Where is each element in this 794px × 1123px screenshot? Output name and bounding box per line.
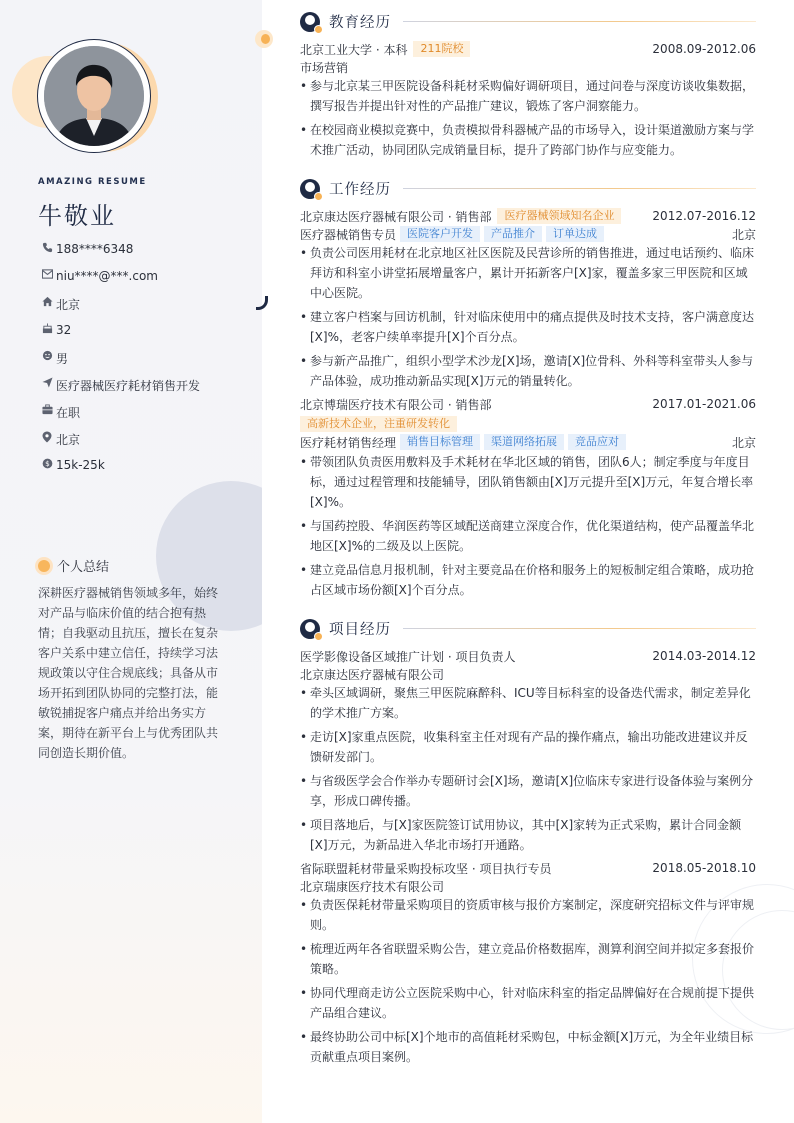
education-date: 2008.09-2012.06	[652, 42, 756, 56]
section-divider	[403, 188, 756, 189]
avatar	[44, 46, 144, 146]
job-bullets	[300, 243, 756, 395]
section-divider	[403, 628, 756, 629]
person-name: 牛敬业	[38, 202, 116, 230]
salary-text: 15k-25k	[56, 458, 105, 472]
section-icon	[300, 179, 320, 199]
project-bullets	[300, 683, 756, 859]
briefcase-icon	[38, 404, 56, 415]
skill-tag: 竞品应对	[568, 434, 626, 450]
info-job-target	[38, 375, 248, 402]
project-name: 医学影像设备区域推广计划 · 项目负责人	[300, 649, 516, 664]
school-line: 北京工业大学 · 本科	[300, 42, 408, 57]
job-city: 北京	[731, 227, 756, 242]
education-bullets	[300, 76, 756, 164]
company-tag-row	[300, 415, 756, 433]
company-line: 北京博瑞医疗技术有限公司 · 销售部	[300, 397, 492, 412]
job-date: 2012.07-2016.12	[652, 209, 756, 223]
job-target-text: 医疗器械医疗耗材销售开发	[56, 379, 201, 393]
major-row	[300, 58, 756, 76]
mail-icon	[38, 269, 56, 279]
summary-text: 深耕医疗器械销售领域多年，始终对产品与临床价值的结合抱有热情；自我驱动且抗压，擅长在复杂客户关系中建立信任，持续学习法规政策以守住合规底线；具备从市场开拓到团队协同的完整打法，能敏锐捕捉客户痛点并给出务实方案，期待在新平台上与优秀团队共同创造长期价值。	[38, 586, 219, 760]
decorative-arc	[256, 296, 268, 310]
project-date: 2014.03-2014.12	[652, 649, 756, 663]
contact-info-list	[38, 240, 248, 483]
gender-icon	[38, 350, 56, 361]
projects-section-header	[300, 618, 756, 639]
age-text: 32	[56, 323, 72, 337]
project-bullets	[300, 895, 756, 1071]
list-item: • 带领团队负责医用敷料及手术耗材在华北区域的销售，团队6人；制定季度与年度目标，通过过程管理和技能辅导，团队销售额由[X]万元提升至[X]万元，年复合增长率[X]%。	[300, 452, 756, 512]
list-item: • 牵头区域调研，聚焦三甲医院麻醉科、ICU等目标科室的设备迭代需求，制定差异化的学术推广方案。	[300, 683, 756, 723]
status-text: 在职	[56, 406, 81, 420]
section-divider	[403, 21, 756, 22]
skill-tag: 医院客户开发	[400, 226, 480, 242]
job-company-row	[300, 207, 756, 225]
major: 市场营销	[300, 60, 349, 75]
info-email	[38, 267, 248, 294]
list-item: • 参与新产品推广，组织小型学术沙龙[X]场，邀请[X]位骨科、外科等科室带头人参与产品体验，成功推动新品实现[X]万元的销量转化。	[300, 351, 756, 391]
list-item: • 最终协助公司中标[X]个地市的高值耗材采购包，中标金额[X]万元，为全年业绩目标贡献重点项目案例。	[300, 1027, 756, 1067]
section-title: 工作经历	[329, 182, 391, 198]
phone-icon	[38, 242, 56, 253]
list-item: • 建立客户档案与回访机制，针对临床使用中的痛点提供及时技术支持，客户满意度达[X]%，老客户续单率提升[X]个百分点。	[300, 307, 756, 347]
list-item: • 建立竞品信息月报机制，针对主要竞品在价格和服务上的短板制定组合策略，成功抢占区域市场份额[X]个百分点。	[300, 560, 756, 600]
info-residence	[38, 294, 248, 321]
gender-text: 男	[56, 352, 69, 366]
project-company-row	[300, 665, 756, 683]
location-pin-icon	[38, 431, 56, 443]
decorative-dot	[255, 30, 273, 48]
project-company-row	[300, 877, 756, 895]
home-icon	[38, 296, 56, 307]
info-phone	[38, 240, 248, 267]
project-row	[300, 859, 756, 877]
section-title: 项目经历	[329, 622, 391, 638]
header-label: AMAZING RESUME	[38, 177, 147, 187]
position: 医疗器械销售专员	[300, 227, 397, 242]
job-position-row	[300, 433, 756, 451]
section-icon	[300, 619, 320, 639]
project-name: 省际联盟耗材带量采购投标攻坚 · 项目执行专员	[300, 861, 552, 876]
company-tag: 医疗器械领域知名企业	[497, 208, 621, 224]
cake-icon	[38, 323, 56, 334]
job-date: 2017.01-2021.06	[652, 397, 756, 411]
email-text: niu****@***.com	[56, 269, 158, 283]
skill-tag: 渠道网络拓展	[484, 434, 564, 450]
list-item: • 项目落地后，与[X]家医院签订试用协议，其中[X]家转为正式采购，累计合同金额[X]万元，为新品进入华北市场打开通路。	[300, 815, 756, 855]
work-section-header	[300, 178, 756, 199]
send-icon	[38, 377, 56, 388]
section-icon	[300, 12, 320, 32]
list-item: • 梳理近两年各省联盟采购公告，建立竞品价格数据库，测算利润空间并拟定多套报价策略。	[300, 939, 756, 979]
money-icon	[38, 458, 56, 469]
avatar-photo	[44, 46, 144, 146]
bullet-dot-icon	[38, 560, 50, 572]
job-company-row	[300, 395, 756, 413]
position: 医疗耗材销售经理	[300, 435, 397, 450]
residence-text: 北京	[56, 298, 81, 312]
job-city: 北京	[731, 435, 756, 450]
info-age	[38, 321, 248, 348]
list-item: • 与省级医学会合作举办专题研讨会[X]场，邀请[X]位临床专家进行设备体验与案例分享，形成口碑传播。	[300, 771, 756, 811]
project-date: 2018.05-2018.10	[652, 861, 756, 875]
education-row	[300, 40, 756, 58]
skill-tag: 订单达成	[546, 226, 604, 242]
company-line: 北京康达医疗器械有限公司 · 销售部	[300, 209, 492, 224]
list-item: • 负责医保耗材带量采购项目的资质审核与报价方案制定，深度研究招标文件与评审规则。	[300, 895, 756, 935]
info-city	[38, 429, 248, 456]
list-item: • 参与北京某三甲医院设备科耗材采购偏好调研项目，通过问卷与深度访谈收集数据，撰写报告并提出针对性的产品推广建议，锻炼了客户洞察能力。	[300, 76, 756, 116]
summary-title: 个人总结	[57, 560, 110, 575]
sidebar	[0, 0, 262, 1123]
list-item: • 负责公司医用耗材在北京地区社区医院及民营诊所的销售推进，通过电话预约、临床拜访和科室小讲堂拓展增量客户，累计开拓新客户[X]家，覆盖多家三甲医院和区域中心医院。	[300, 243, 756, 303]
info-status	[38, 402, 248, 429]
list-item: • 与国药控股、华润医药等区域配送商建立深度合作，优化渠道结构，使产品覆盖华北地区[X]%的二级及以上医院。	[300, 516, 756, 556]
phone-text: 188****6348	[56, 242, 134, 256]
skill-tag: 产品推介	[484, 226, 542, 242]
svg-text:$: $	[44, 459, 50, 469]
list-item: • 在校园商业模拟竞赛中，负责模拟骨科器械产品的市场导入，设计渠道激励方案与学术推广活动，协同团队完成销量目标，提升了跨部门协作与应变能力。	[300, 120, 756, 160]
job-position-row	[300, 225, 756, 243]
avatar-frame	[37, 39, 151, 153]
skill-tag: 销售目标管理	[400, 434, 480, 450]
school-tag: 211院校	[413, 41, 470, 57]
project-company: 北京康达医疗器械有限公司	[300, 667, 445, 682]
project-company: 北京瑞康医疗技术有限公司	[300, 879, 445, 894]
education-section-header	[300, 11, 756, 32]
job-bullets	[300, 452, 756, 604]
list-item: • 走访[X]家重点医院，收集科室主任对现有产品的操作痛点，输出功能改进建议并反馈研发部门。	[300, 727, 756, 767]
project-row	[300, 647, 756, 665]
section-title: 教育经历	[329, 15, 391, 31]
summary-heading	[38, 556, 109, 575]
company-tag: 高新技术企业，注重研发转化	[300, 416, 457, 432]
city-text: 北京	[56, 433, 81, 447]
info-gender	[38, 348, 248, 375]
info-salary	[38, 456, 248, 483]
list-item: • 协同代理商走访公立医院采购中心，针对临床科室的指定品牌偏好在合规前提下提供产品组合建议。	[300, 983, 756, 1023]
